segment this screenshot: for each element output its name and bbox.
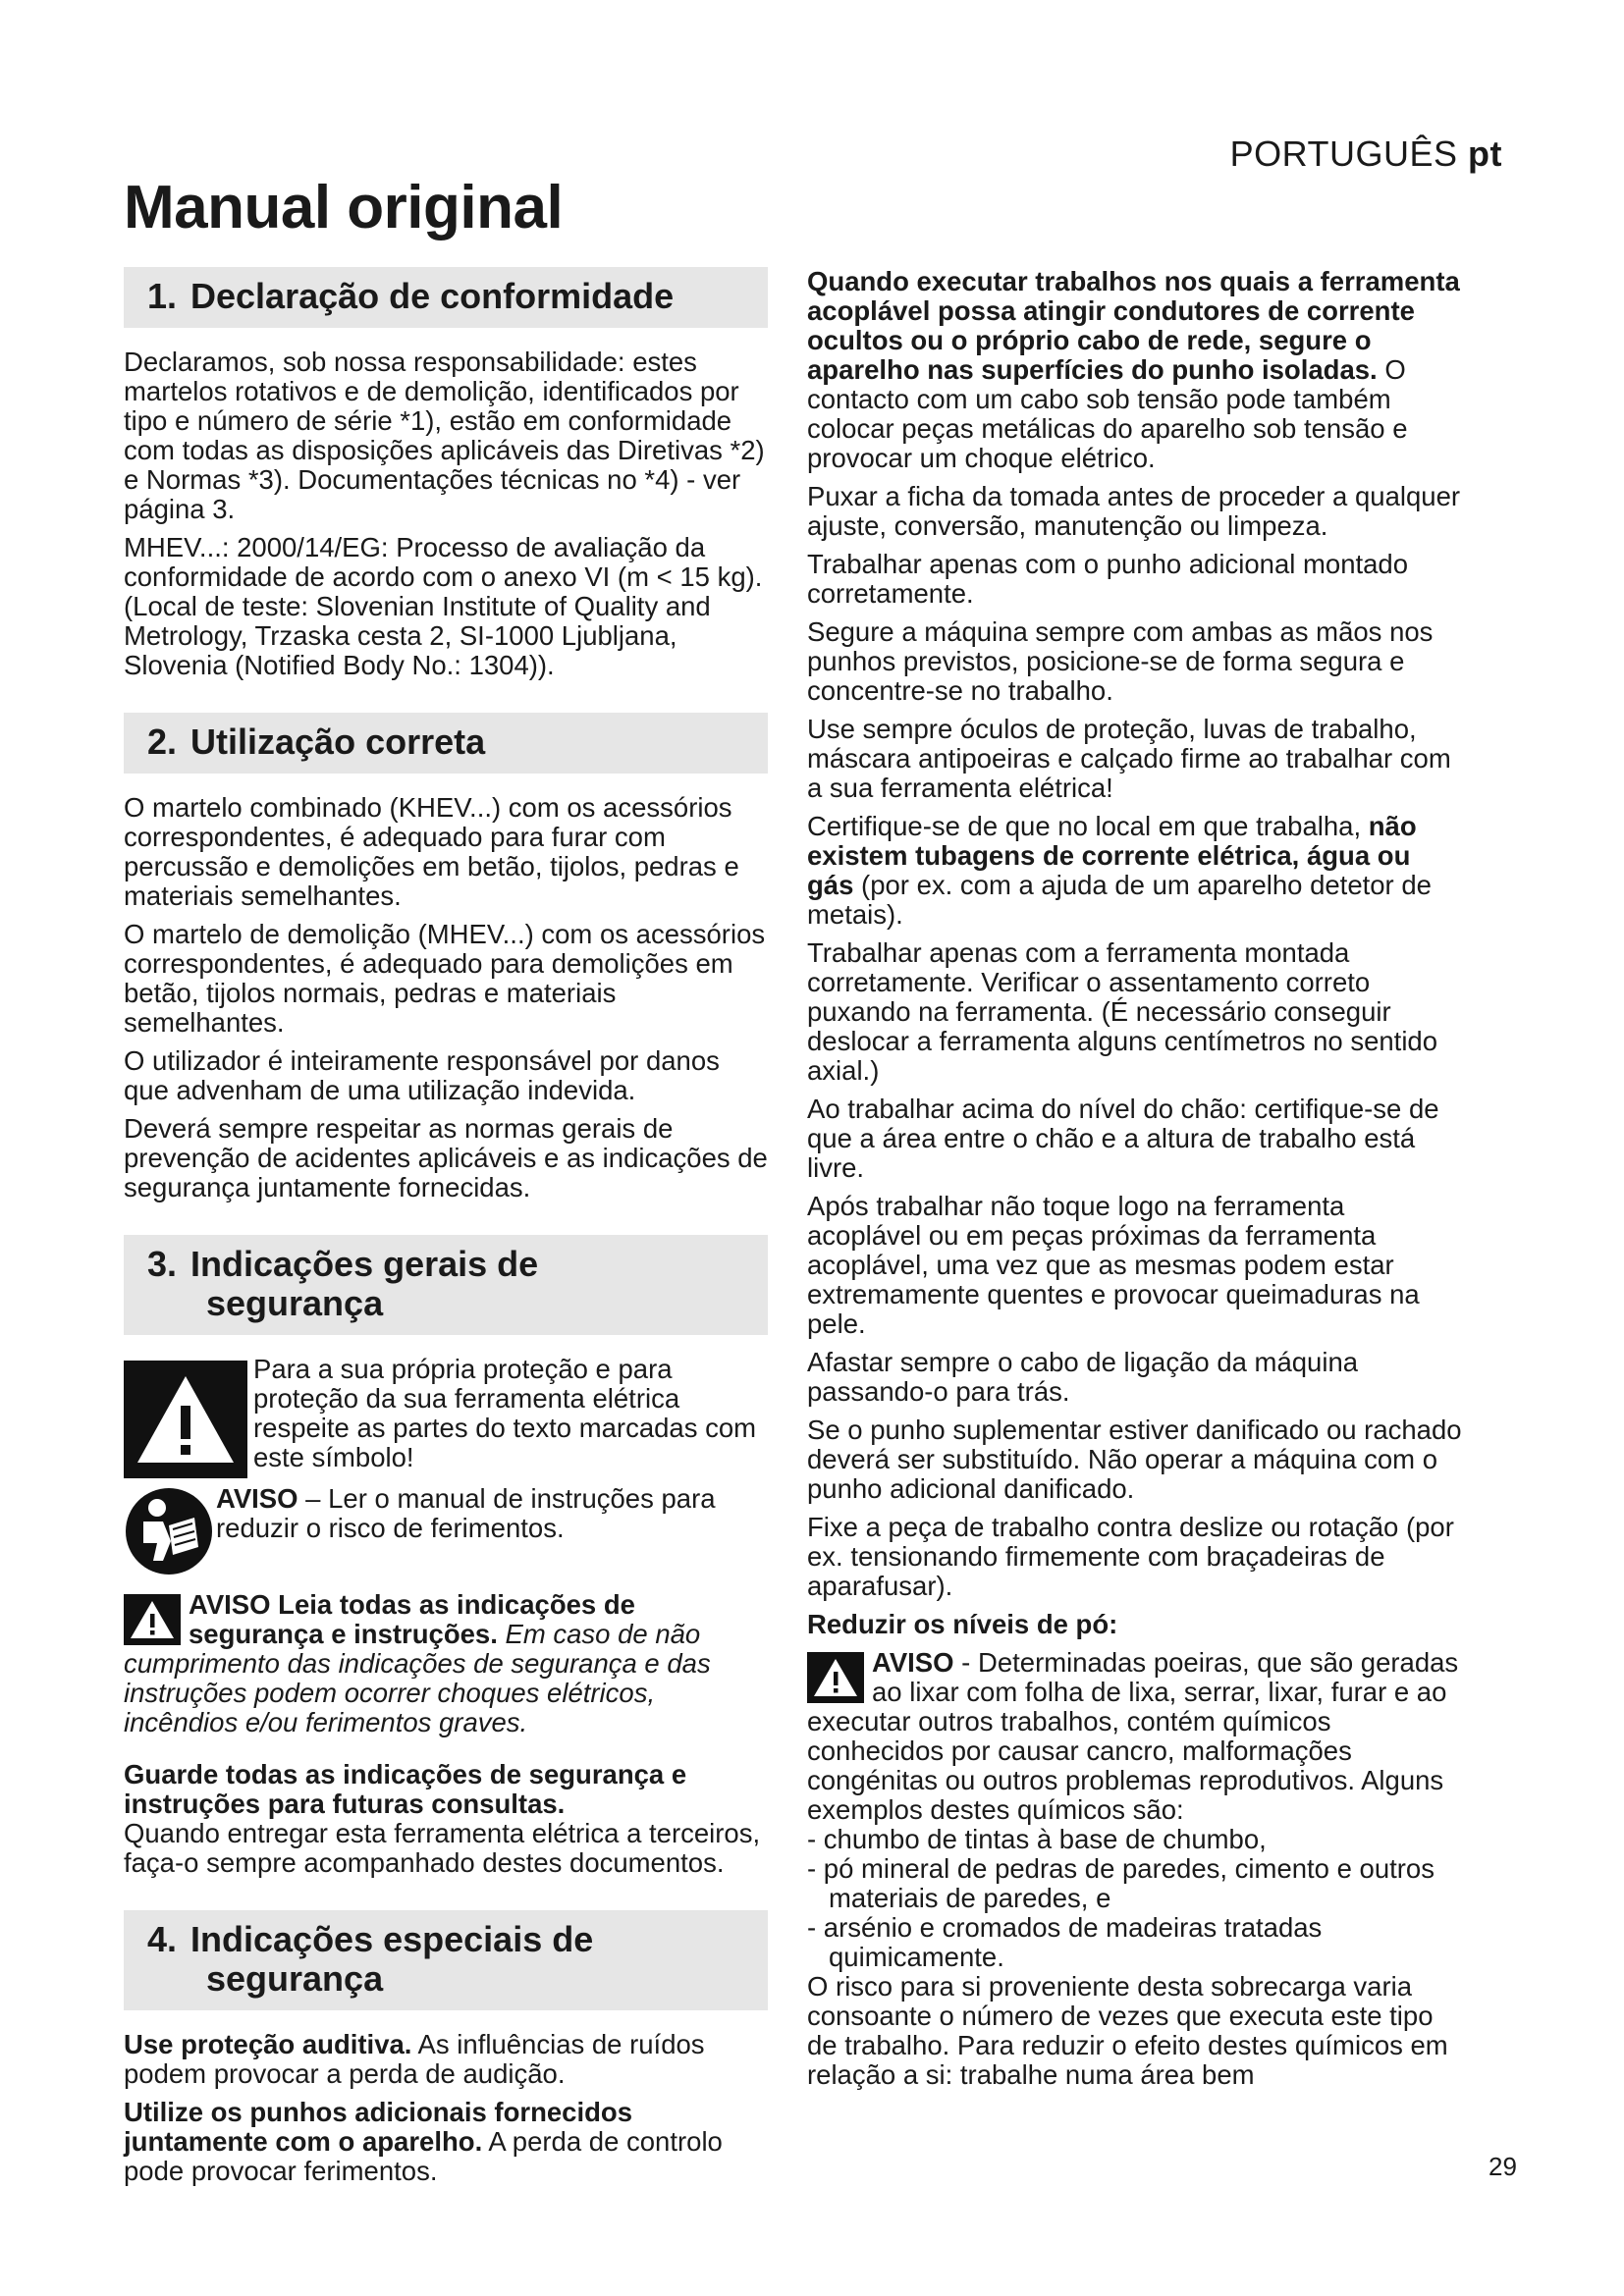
- subheading: Reduzir os níveis de pó:: [807, 1609, 1118, 1639]
- list-item: - pó mineral de pedras de paredes, cimento e outros materiais de paredes, e: [807, 1853, 1435, 1913]
- section-number: 1.: [147, 276, 178, 316]
- paragraph: Use sempre óculos de proteção, luvas de trabalho, máscara antipoeiras e calçado firme ao trabalhar com a sua ferramenta elétrica!: [807, 714, 1451, 803]
- paragraph: Deverá sempre respeitar as normas gerais de prevenção de acidentes aplicáveis e as indicações de segurança juntamente fornecidas.: [124, 1113, 768, 1202]
- symbol-explanation: [124, 1355, 768, 1478]
- read-manual-notice: [124, 1484, 768, 1575]
- section-title: Utilização correta: [190, 721, 486, 762]
- dust-list: [807, 1825, 1463, 1972]
- paragraph: Use proteção auditiva. As influências de ruídos podem provocar a perda de audição.: [124, 2029, 705, 2089]
- paragraph: Quando executar trabalhos nos quais a ferramenta acoplável possa atingir condutores de corrente ocultos ou o próprio cabo de rede, segure o aparelho nas superfícies do punho isoladas. O contacto com um cabo sob tensão pode também colocar peças metálicas do aparelho sob tensão e provocar um choque elétrico.: [807, 266, 1460, 473]
- read-manual-text: AVISO – Ler o manual de instruções para reduzir o risco de ferimentos.: [216, 1483, 716, 1543]
- language-label: [1060, 133, 1502, 175]
- paragraph: O utilizador é inteiramente responsável por danos que advenham de uma utilização indevida.: [124, 1045, 720, 1105]
- paragraph: Após trabalhar não toque logo na ferramenta acoplável ou em peças próximas da ferramenta acoplável, uma vez que as mesmas podem estar extremamente quentes e provocar queimaduras na pele.: [807, 1191, 1420, 1339]
- section-heading-4: [124, 1910, 768, 2010]
- section-heading-3: [124, 1235, 768, 1335]
- list-item: - chumbo de tintas à base de chumbo,: [807, 1824, 1267, 1854]
- section-title: Declaração de conformidade: [190, 276, 675, 316]
- paragraph: MHEV...: 2000/14/EG: Processo de avaliação da conformidade de acordo com o anexo VI (m < 15 kg). (Local de teste: Slovenian Institute of Quality and Metrology, Trzaska cesta 2, SI-1000 Ljubljana, Slovenia (Notified Body No.: 1304)).: [124, 532, 763, 680]
- list-item: - arsénio e cromados de madeiras tratadas quimicamente.: [807, 1912, 1323, 1972]
- paragraph: O risco para si proveniente desta sobrecarga varia consoante o número de vezes que executa este tipo de trabalho. Para reduzir o efeito destes químicos em relação a si: trabalhe numa área bem: [807, 1971, 1448, 2090]
- paragraph: Puxar a ficha da tomada antes de proceder a qualquer ajuste, conversão, manutenção ou limpeza.: [807, 481, 1461, 541]
- dust-warning: [807, 1648, 1463, 1825]
- paragraph: O martelo de demolição (MHEV...) com os acessórios correspondentes, é adequado para demolições em betão, tijolos normais, pedras e materiais semelhantes.: [124, 919, 766, 1038]
- read-manual-icon: [124, 1486, 214, 1576]
- paragraph: Certifique-se de que no local em que trabalha, não existem tubagens de corrente elétrica, água ou gás (por ex. com a ajuda de um aparelho detetor de metais).: [807, 811, 1432, 930]
- paragraph: Trabalhar apenas com a ferramenta montada corretamente. Verificar o assentamento correto puxando na ferramenta. (É necessário conseguir deslocar a ferramenta alguns centímetros no sentido axial.): [807, 937, 1438, 1086]
- section-title: Indicações gerais de: [190, 1244, 539, 1284]
- right-column: [807, 267, 1463, 2099]
- paragraph: Ao trabalhar acima do nível do chão: certifique-se de que a área entre o chão e a altura de trabalho está livre.: [807, 1094, 1439, 1183]
- section-number: 4.: [147, 1919, 178, 1959]
- language-name: PORTUGUÊS: [1229, 133, 1458, 174]
- page-number: 29: [1489, 2152, 1517, 2181]
- paragraph: O martelo combinado (KHEV...) com os acessórios correspondentes, é adequado para furar com percussão e demolições em betão, tijolos, pedras e materiais semelhantes.: [124, 792, 739, 911]
- section-heading-2: [124, 713, 768, 774]
- paragraph: Trabalhar apenas com o punho adicional montado corretamente.: [807, 549, 1409, 609]
- paragraph: Fixe a peça de trabalho contra deslize ou rotação (por ex. tensionando firmemente com braçadeiras de aparafusar).: [807, 1512, 1454, 1601]
- paragraph: Utilize os punhos adicionais fornecidos juntamente com o aparelho. A perda de controlo pode provocar ferimentos.: [124, 2097, 723, 2186]
- section-title: Indicações especiais de: [190, 1919, 594, 1959]
- left-column: [124, 267, 768, 2195]
- section-title-continued: segurança: [206, 1958, 384, 1999]
- warning-triangle-icon: [124, 1594, 181, 1645]
- language-code: pt: [1468, 133, 1502, 174]
- warning-triangle-icon: [124, 1361, 247, 1478]
- page-title: Manual original: [124, 174, 564, 241]
- warning-triangle-icon: [807, 1652, 864, 1703]
- section-number: 2.: [147, 721, 178, 762]
- paragraph: Se o punho suplementar estiver danificado ou rachado deverá ser substituído. Não operar a máquina com o punho adicional danificado.: [807, 1415, 1462, 1504]
- warning-text: AVISO Leia todas as indicações de segurança e instruções. Em caso de não cumprimento das indicações de segurança e das instruções podem ocorrer choques elétricos, incêndios e/ou ferimentos graves.: [124, 1589, 711, 1737]
- paragraph: Declaramos, sob nossa responsabilidade: estes martelos rotativos e de demolição, identificados por tipo e número de série *1), estão em conformidade com todas as disposições aplicáveis das Diretivas *2) e Normas *3). Documentações técnicas no *4) - ver página 3.: [124, 347, 765, 524]
- symbol-text: Para a sua própria proteção e para proteção da sua ferramenta elétrica respeite as partes do texto marcadas com este símbolo!: [253, 1354, 757, 1472]
- paragraph: Segure a máquina sempre com ambas as mãos nos punhos previstos, posicione-se de forma segura e concentre-se no trabalho.: [807, 616, 1434, 706]
- dust-warning-text: AVISO - Determinadas poeiras, que são geradas ao lixar com folha de lixa, serrar, lixar, furar e ao executar outros trabalhos, contém químicos conhecidos por causar cancro, malformações congénitas ou outros problemas reprodutivos. Alguns exemplos destes químicos são:: [807, 1647, 1459, 1825]
- section-title-continued: segurança: [206, 1283, 384, 1323]
- paragraph: Afastar sempre o cabo de ligação da máquina passando-o para trás.: [807, 1347, 1359, 1407]
- section-heading-1: [124, 267, 768, 328]
- general-warning: [124, 1590, 768, 1746]
- section-number: 3.: [147, 1244, 178, 1284]
- paragraph: Guarde todas as indicações de segurança e instruções para futuras consultas. Quando entregar esta ferramenta elétrica a terceiros, faça-o sempre acompanhado destes documentos.: [124, 1759, 761, 1878]
